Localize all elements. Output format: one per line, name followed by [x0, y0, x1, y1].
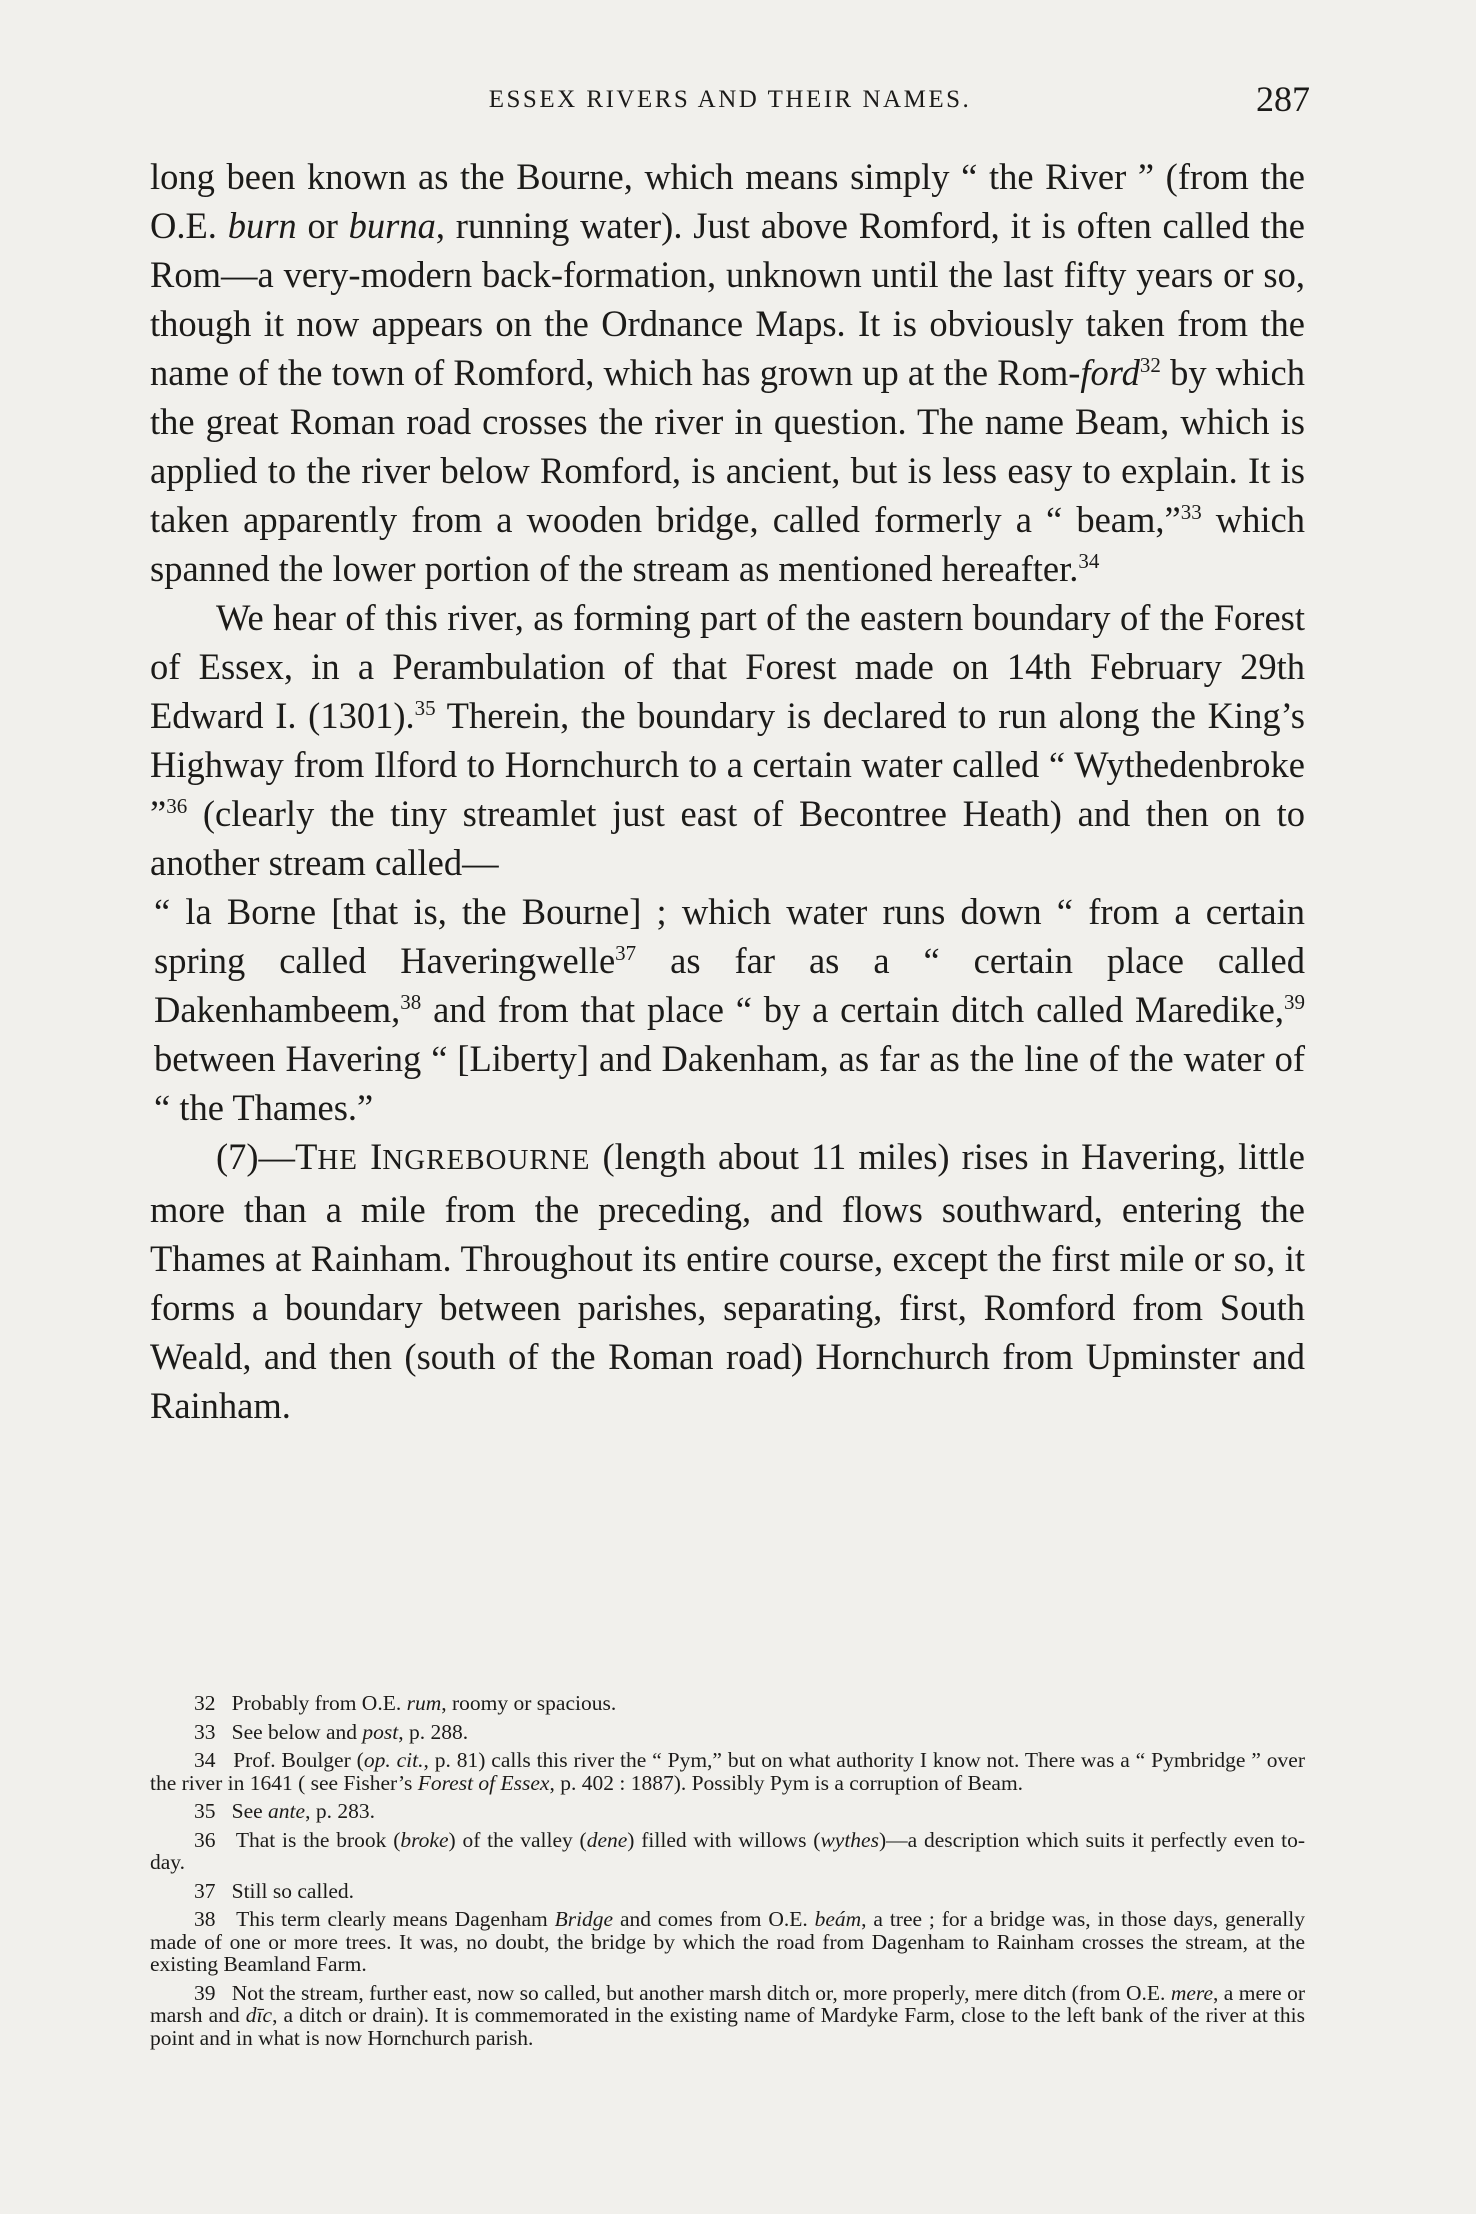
text-run: Prof. Boulger (: [233, 1748, 364, 1772]
page-number: 287: [1256, 79, 1310, 119]
italic-term: Forest of Essex: [417, 1770, 550, 1795]
footnote-ref: 35: [414, 696, 436, 720]
footnote-ref: 38: [400, 990, 422, 1014]
text-run: “ la Borne [that is, the Bourne] ; which water runs down “ from a certain spring called Haveringwelle: [154, 891, 1305, 981]
running-title: ESSEX RIVERS AND THEIR NAMES.: [488, 86, 972, 113]
text-run: See below and: [231, 1719, 363, 1744]
footnote-number: 32: [194, 1691, 216, 1715]
text-run: ) filled with willows (: [627, 1827, 821, 1852]
footnote-ref: 37: [615, 941, 637, 965]
text-run: long been known as the Bourne, which means simply “ the River ” (from the O.E.: [150, 156, 1305, 246]
italic-term: dene: [586, 1827, 628, 1852]
italic-term: ford: [1080, 352, 1140, 393]
text-run: See: [231, 1799, 269, 1823]
text-run: , running water). Just above Romford, it is often called the Rom—a very-modern back-formation, unknown until the last fifty years or so, though it now appears on the Ordnance Maps. It is obviously taken from the name of the town of Romford, which has grown up at the Rom-: [150, 205, 1305, 393]
italic-term: rum: [406, 1691, 442, 1715]
italic-term: wythes: [820, 1827, 879, 1852]
text-run: Still so called.: [231, 1878, 355, 1903]
block-quote: [150, 887, 1305, 1132]
small-caps-initial: I: [358, 1136, 383, 1177]
text-run: as far as a “ certain place called Dakenhambeem,: [154, 940, 1305, 1030]
footnote-ref: 34: [1078, 549, 1100, 573]
section-number: (7)—: [216, 1136, 296, 1177]
text-run: and comes from O.E.: [613, 1907, 815, 1931]
footnotes: [150, 1692, 1305, 2055]
text-run: between Havering “ [Liberty] and Dakenham, as far as the line of the water of “ the Thames.”: [154, 1038, 1305, 1128]
text-run: , a ditch or drain). It is commemorated in the existing name of Mardyke Farm, close to the left bank of the river at this point and in what is now Hornchurch parish.: [150, 2003, 1305, 2050]
paragraph: [150, 593, 1305, 887]
text-run: , p. 402 : 1887). Possibly Pym is a corruption of Beam.: [549, 1770, 1024, 1795]
footnote-number: 35: [194, 1799, 216, 1823]
italic-term: mere: [1170, 1980, 1214, 2005]
text-run: Not the stream, further east, now so called, but another marsh ditch or, more properly, mere ditch (from O.E.: [231, 1980, 1171, 2005]
footnote-36: [150, 1829, 1305, 1874]
footnote-ref: 32: [1139, 353, 1161, 377]
text-run: )—a description which suits it perfectly even to-day.: [150, 1827, 1306, 1874]
text-run: This term clearly means Dagenham: [236, 1907, 555, 1931]
footnote-37: [150, 1880, 1305, 1903]
text-run: We hear of this river, as forming part of the eastern boundary of the Forest of Essex, in a Perambulation of that Forest made on 14th February 29th Edward I. (1301).: [150, 597, 1305, 736]
text-run: That is the brook (: [235, 1827, 401, 1852]
body-text: [150, 152, 1305, 1430]
text-run: by which the great Roman road crosses the river in question. The name Beam, which is applied to the river below Romford, is ancient, but is less easy to explain. It is taken apparently from a wooden bridge, called formerly a “ beam,”: [150, 352, 1305, 540]
text-run: or: [296, 205, 349, 246]
paragraph: [150, 152, 1305, 593]
footnote-34: [150, 1749, 1305, 1794]
text-run: Probably from O.E.: [231, 1691, 407, 1715]
text-run: , a mere or marsh and: [150, 1980, 1306, 2027]
italic-term: post: [362, 1719, 399, 1744]
footnote-number: 39: [194, 1980, 216, 2005]
text-run: and from that place “ by a certain ditch called Maredike,: [421, 989, 1284, 1030]
italic-term: Bridge: [554, 1907, 614, 1931]
text-run: , p. 288.: [398, 1719, 469, 1744]
italic-term: dīc: [245, 2003, 273, 2027]
footnote-32: [150, 1692, 1305, 1715]
text-run: , p. 283.: [305, 1799, 375, 1823]
small-caps-initial: T: [295, 1136, 318, 1177]
text-run: ) of the valley (: [448, 1827, 587, 1852]
small-caps: HE: [317, 1144, 359, 1176]
footnote-39: [150, 1982, 1305, 2050]
footnote-number: 36: [194, 1827, 216, 1852]
italic-term: broke: [400, 1827, 449, 1852]
text-run: , roomy or spacious.: [441, 1691, 617, 1715]
text-run: (clearly the tiny streamlet just east of Becontree Heath) and then on to another stream called—: [150, 793, 1305, 883]
footnote-33: [150, 1721, 1305, 1744]
paragraph: [150, 1132, 1305, 1430]
text-run: , a tree ; for a bridge was, in those days, generally made of one or more trees. It was, no doubt, the bridge by which the road from Dagenham to Rainham crosses the stream, at the existing Beamland Farm.: [150, 1907, 1305, 1976]
footnote-number: 38: [194, 1907, 216, 1931]
footnote-38: [150, 1908, 1305, 1976]
page-header: [150, 78, 1310, 128]
small-caps: NGREBOURNE: [382, 1144, 591, 1176]
footnote-ref: 36: [166, 794, 188, 818]
text-run: Therein, the boundary is declared to run along the King’s Highway from Ilford to Hornchurch to a certain water called “ Wythedenbroke ”: [150, 695, 1305, 834]
italic-term: op. cit.: [363, 1748, 424, 1772]
footnote-number: 34: [194, 1748, 216, 1772]
footnote-number: 33: [194, 1719, 216, 1744]
footnote-ref: 39: [1284, 990, 1305, 1014]
italic-term: beám: [814, 1907, 862, 1931]
text-run: which spanned the lower portion of the stream as mentioned hereafter.: [150, 499, 1305, 589]
italic-term: ante: [268, 1799, 306, 1823]
text-run: , p. 81) calls this river the “ Pym,” but on what authority I know not. There was a “ Pymbridge ” over the river in 1641 ( see Fisher’s: [150, 1748, 1306, 1795]
footnote-35: [150, 1800, 1305, 1823]
italic-term: burna: [348, 205, 436, 246]
text-run: (length about 11 miles) rises in Havering, little more than a mile from the preceding, and flows southward, entering the Thames at Rainham. Throughout its entire course, except the first mile or so, it forms a boundary between parishes, separating, first, Romford from South Weald, and then (south of the Roman road) Hornchurch from Upminster and Rainham.: [150, 1136, 1305, 1426]
italic-term: burn: [227, 205, 297, 246]
footnote-number: 37: [194, 1878, 216, 1903]
footnote-ref: 33: [1180, 500, 1202, 524]
